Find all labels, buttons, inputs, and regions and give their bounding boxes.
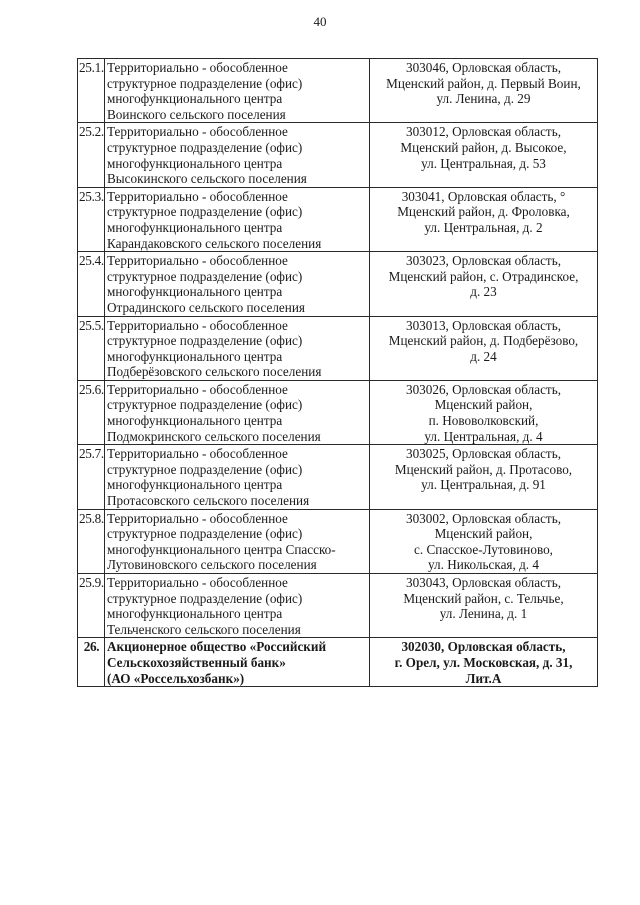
name-line: Территориально - обособленное	[107, 253, 288, 269]
row-number: 25.6.	[78, 380, 105, 444]
table-row	[78, 445, 598, 509]
address-line: ул. Центральная, д. 91	[421, 477, 546, 493]
address-line: 303041, Орловская область, °	[401, 188, 566, 204]
name-line: структурное подразделение (офис)	[107, 268, 303, 284]
name-line: структурное подразделение (офис)	[107, 590, 303, 606]
name-line: Протасовского сельского поселения	[107, 493, 310, 509]
name-line: Подберёзовского сельского поселения	[107, 364, 322, 380]
organization-name	[105, 123, 370, 187]
address-line: ул. Центральная, д. 4	[424, 428, 543, 444]
name-line: Территориально - обособленное	[107, 575, 288, 590]
table-row	[78, 316, 598, 380]
organization-address	[370, 445, 598, 509]
organization-address	[370, 316, 598, 380]
name-line: Территориально - обособленное	[107, 510, 288, 526]
registry-table-body	[78, 59, 598, 687]
organization-address	[370, 509, 598, 573]
address-line: с. Спасское-Лутовиново,	[414, 541, 553, 557]
organization-address	[370, 252, 598, 316]
organization-name	[105, 380, 370, 444]
page-number: 40	[313, 14, 327, 29]
name-line: многофункционального центра	[107, 606, 283, 622]
name-line: Подмокринского сельского поселения	[107, 428, 321, 444]
address-line: ул. Центральная, д. 2	[424, 219, 543, 235]
organization-name	[105, 445, 370, 509]
row-number: 25.5.	[78, 316, 105, 380]
address-line: 302030, Орловская область,	[401, 639, 566, 655]
table-row	[78, 252, 598, 316]
table-row	[78, 187, 598, 251]
address-line: Мценский район,	[434, 397, 533, 413]
name-line: структурное подразделение (офис)	[107, 461, 303, 477]
name-line: Территориально - обособленное	[107, 124, 288, 140]
organization-name	[105, 187, 370, 251]
table-row	[78, 574, 598, 638]
address-line: Мценский район, д. Подберёзово,	[388, 333, 579, 349]
organization-address	[370, 123, 598, 187]
name-line: многофункционального центра	[107, 477, 283, 493]
address-line: Мценский район, с. Отрадинское,	[388, 268, 579, 284]
name-line: Тельченского сельского поселения	[107, 621, 301, 637]
name-line: Карандаковского сельского поселения	[107, 235, 322, 251]
address-line: 303023, Орловская область,	[405, 253, 562, 269]
name-line: структурное подразделение (офис)	[107, 397, 303, 413]
organization-name	[105, 316, 370, 380]
address-line: 303043, Орловская область,	[405, 575, 562, 590]
organization-address	[370, 187, 598, 251]
name-line: Территориально - обособленное	[107, 317, 288, 333]
name-line: многофункционального центра	[107, 155, 283, 171]
address-line: Мценский район, с. Тельчье,	[403, 590, 564, 606]
name-line: многофункционального центра	[107, 348, 283, 364]
registry-table	[77, 58, 598, 687]
name-line: многофункционального центра	[107, 219, 283, 235]
organization-name	[105, 509, 370, 573]
name-line: Сельскохозяйственный банк»	[107, 654, 286, 670]
organization-name	[105, 574, 370, 638]
table-row	[78, 638, 598, 687]
organization-name	[105, 638, 370, 687]
row-number: 25.9.	[78, 574, 105, 638]
name-line: Территориально - обособленное	[107, 60, 288, 75]
row-number: 25.8.	[78, 509, 105, 573]
name-line: многофункционального центра Спасско-	[107, 541, 336, 557]
name-line: Отрадинского сельского поселения	[107, 299, 305, 315]
name-line: Высокинского сельского поселения	[107, 171, 307, 187]
row-number: 25.7.	[78, 445, 105, 509]
address-line: ул. Ленина, д. 1	[439, 606, 528, 622]
name-line: (АО «Россельхозбанк»)	[107, 670, 245, 686]
name-line: Территориально - обособленное	[107, 188, 288, 204]
name-line: структурное подразделение (офис)	[107, 75, 303, 91]
name-line: структурное подразделение (офис)	[107, 333, 303, 349]
name-line: Территориально - обособленное	[107, 381, 288, 397]
address-line: г. Орел, ул. Московская, д. 31,	[394, 654, 573, 670]
address-line: 303046, Орловская область,	[405, 60, 562, 75]
name-line: Лутовиновского сельского поселения	[107, 557, 317, 573]
address-line: Мценский район, д. Протасово,	[394, 461, 573, 477]
address-line: ул. Никольская, д. 4	[428, 557, 539, 573]
address-line: 303013, Орловская область,	[405, 317, 562, 333]
address-line: 303025, Орловская область,	[405, 446, 562, 462]
name-line: структурное подразделение (офис)	[107, 526, 303, 542]
address-line: Лит.А	[465, 670, 502, 686]
address-line: ул. Ленина, д. 29	[436, 91, 531, 107]
address-line: д. 24	[470, 348, 497, 364]
address-line: Мценский район, д. Первый Воин,	[386, 75, 581, 91]
address-line: Мценский район,	[434, 526, 533, 542]
name-line: структурное подразделение (офис)	[107, 139, 303, 155]
table-row	[78, 123, 598, 187]
organization-address	[370, 380, 598, 444]
row-number: 25.3.	[78, 187, 105, 251]
name-line: Территориально - обособленное	[107, 446, 288, 462]
address-line: Мценский район, д. Фроловка,	[397, 204, 570, 220]
row-number: 26.	[78, 638, 105, 687]
table-row	[78, 509, 598, 573]
address-line: п. Нововолковский,	[428, 413, 539, 429]
name-line: Воинского сельского поселения	[107, 106, 286, 122]
row-number: 25.2.	[78, 123, 105, 187]
address-line: 303002, Орловская область,	[405, 510, 562, 526]
organization-name	[105, 59, 370, 123]
organization-name	[105, 252, 370, 316]
address-line: д. 23	[470, 284, 497, 300]
organization-address	[370, 574, 598, 638]
address-line: Мценский район, д. Высокое,	[400, 139, 567, 155]
table-row	[78, 380, 598, 444]
row-number: 25.4.	[78, 252, 105, 316]
name-line: многофункционального центра	[107, 91, 283, 107]
row-number: 25.1.	[78, 59, 105, 123]
name-line: многофункционального центра	[107, 284, 283, 300]
table-row	[78, 59, 598, 123]
organization-address	[370, 638, 598, 687]
name-line: структурное подразделение (офис)	[107, 204, 303, 220]
address-line: 303026, Орловская область,	[405, 381, 562, 397]
organization-address	[370, 59, 598, 123]
address-line: 303012, Орловская область,	[405, 124, 562, 140]
name-line: Акционерное общество «Российский	[107, 639, 327, 655]
address-line: ул. Центральная, д. 53	[421, 155, 546, 171]
name-line: многофункционального центра	[107, 413, 283, 429]
